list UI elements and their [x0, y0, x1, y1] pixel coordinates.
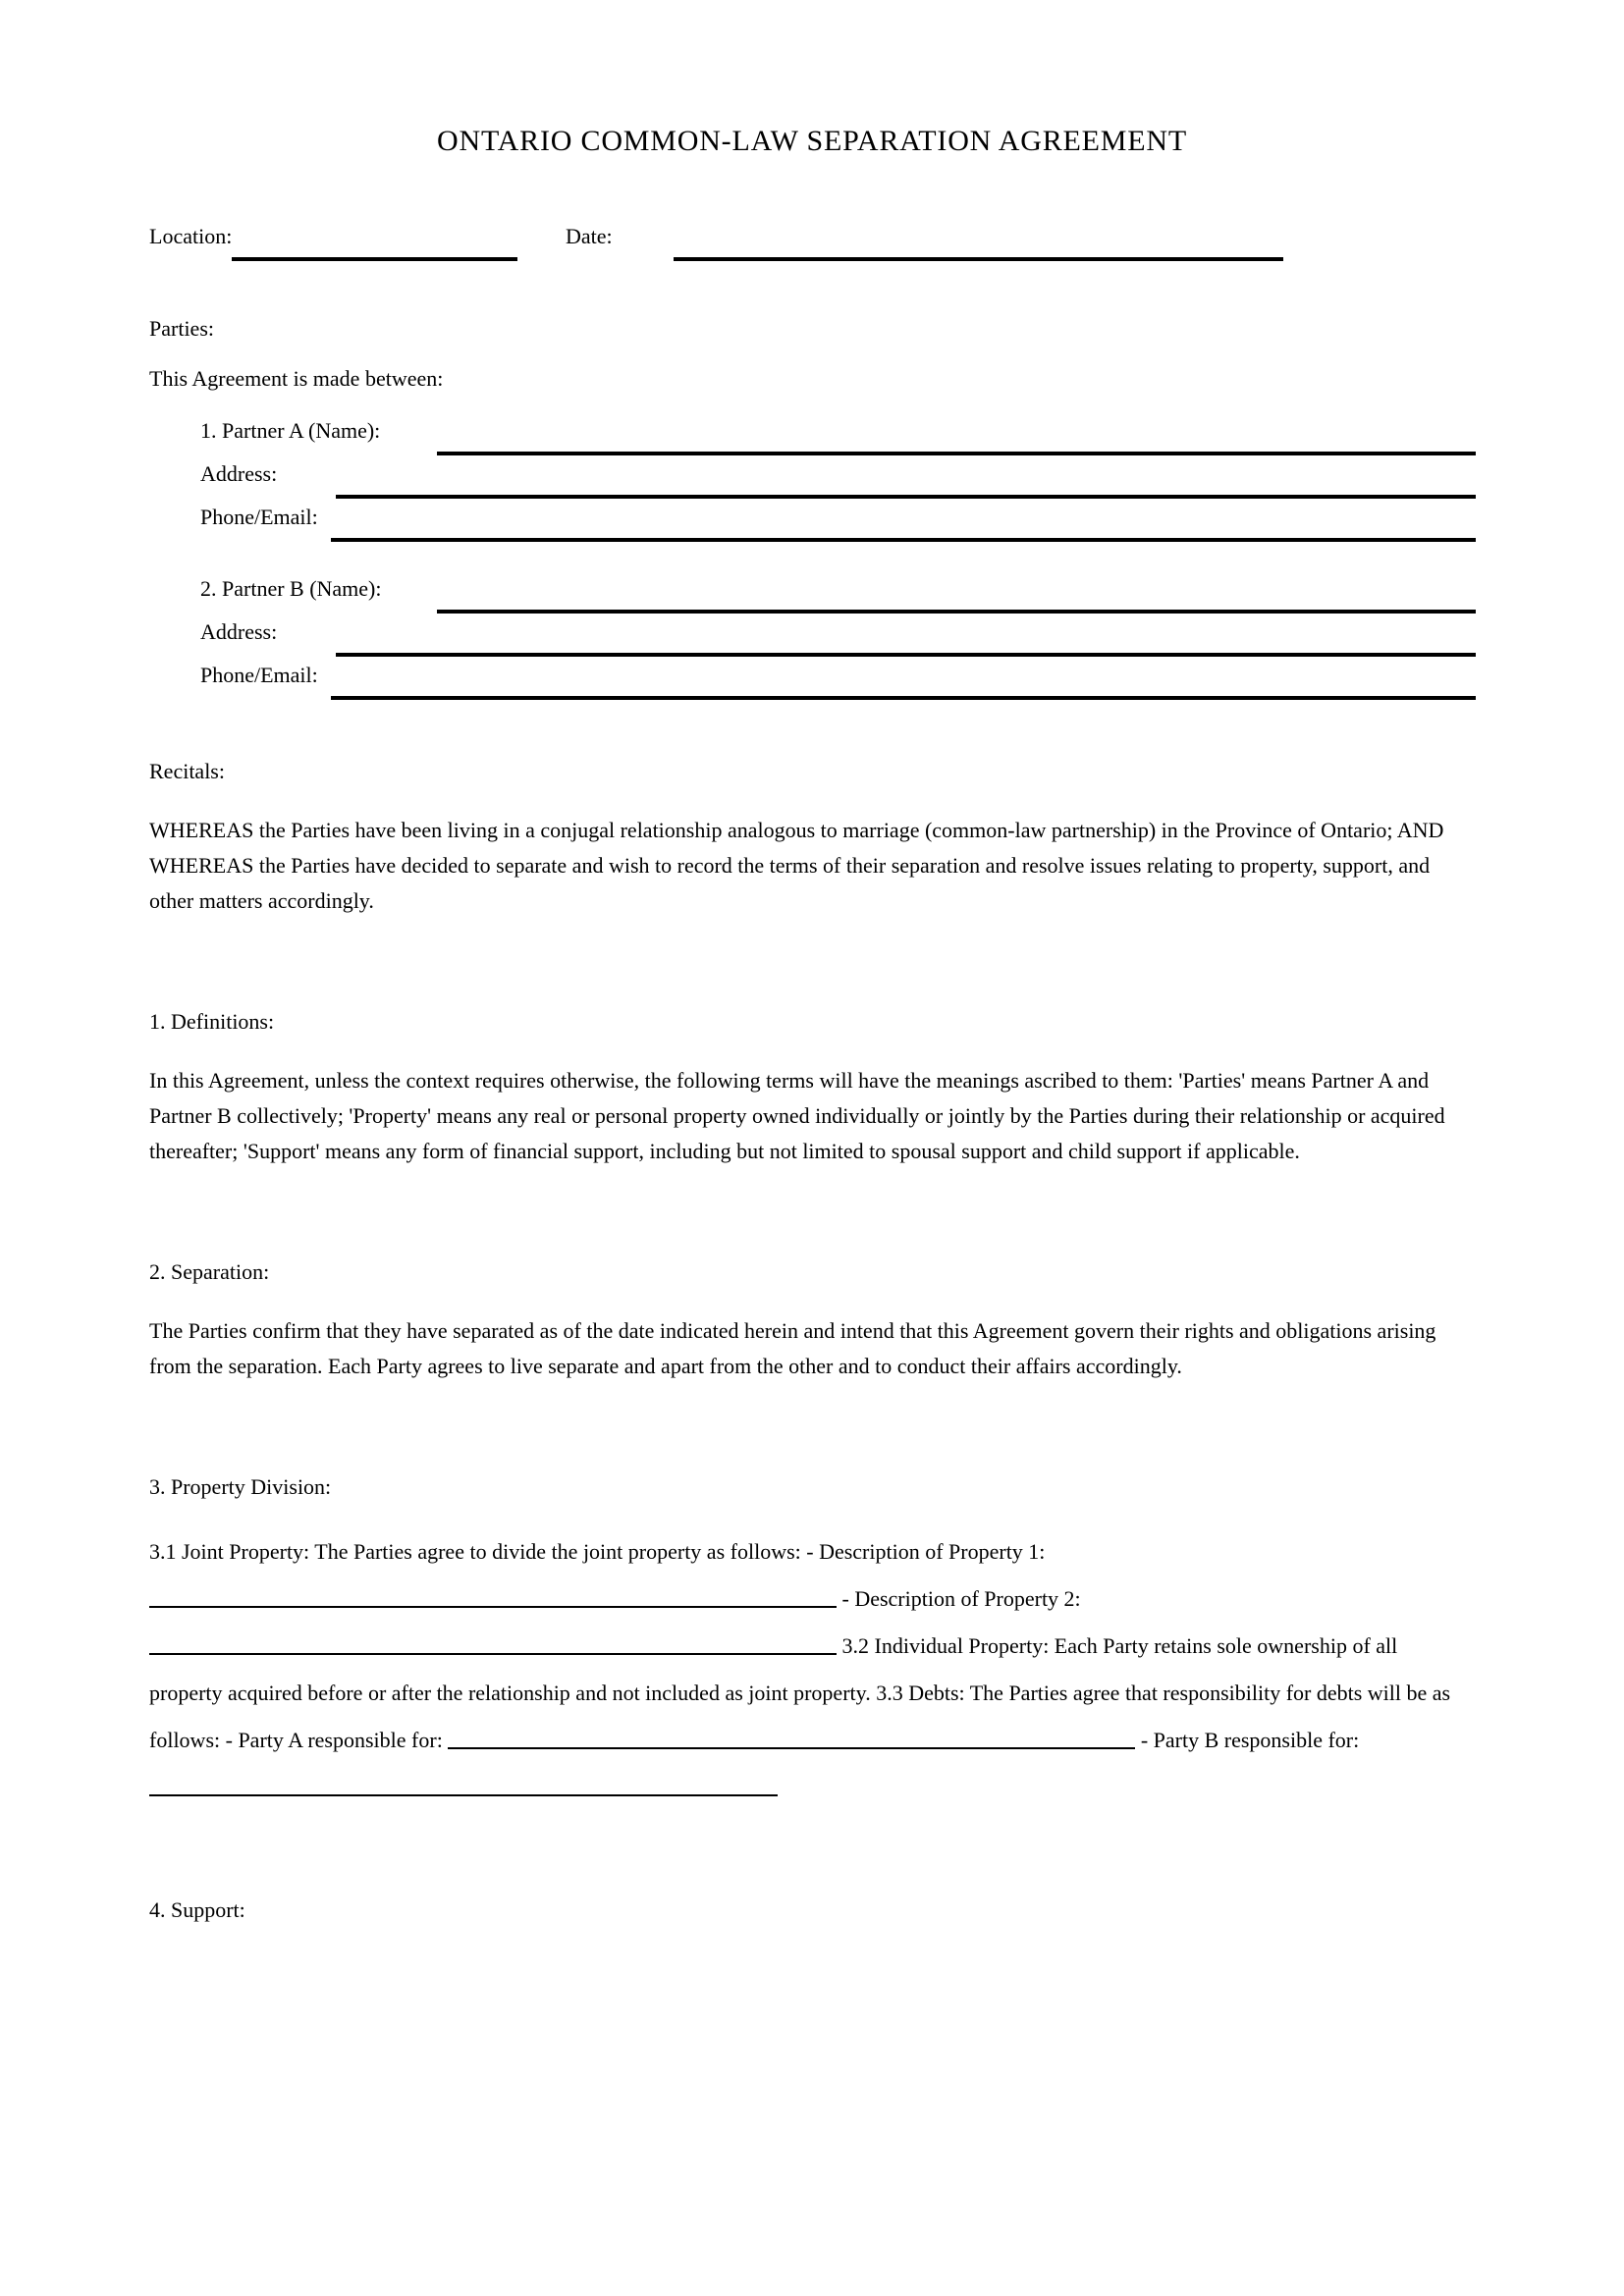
- partner-b-address-row: [149, 619, 1475, 663]
- partner-a-phone-label: Phone/Email:: [200, 505, 318, 529]
- partner-b-phone-row: [149, 663, 1475, 706]
- partner-a-address-input-rule[interactable]: [336, 495, 1476, 499]
- property-division-body: [149, 1528, 1475, 1811]
- recitals-heading: Recitals:: [149, 759, 225, 783]
- partner-b-name-label: 2. Partner B (Name):: [200, 576, 382, 601]
- date-input-rule[interactable]: [674, 257, 1283, 261]
- parties-heading: Parties:: [149, 316, 214, 341]
- partner-a-name-row: [149, 418, 1475, 461]
- partner-a-address-label: Address:: [200, 461, 278, 486]
- joint-property-text-1: 3.1 Joint Property: The Parties agree to divide the joint property as follows: - Description of Property 1:: [149, 1539, 1046, 1564]
- location-date-row: [149, 224, 1475, 267]
- page-title: ONTARIO COMMON-LAW SEPARATION AGREEMENT: [437, 125, 1187, 157]
- date-label: Date:: [566, 224, 613, 248]
- support-heading: 4. Support:: [149, 1897, 245, 1922]
- property-2-blank[interactable]: [149, 1633, 837, 1655]
- joint-property-text-2: - Description of Property 2:: [841, 1586, 1081, 1611]
- location-input-rule[interactable]: [232, 257, 517, 261]
- partner-a-name-label: 1. Partner A (Name):: [200, 418, 381, 443]
- individual-property-text: 3.2 Individual Property: Each Party retains sole ownership of all property acquired before or after the relationship and not included as joint property. 3.3 Debts: The Parties agree that responsibility for debts will be as follows: - Party A responsible for:: [149, 1633, 1451, 1752]
- separation-heading: 2. Separation:: [149, 1259, 270, 1284]
- partner-b-address-label: Address:: [200, 619, 278, 644]
- partner-a-phone-input-rule[interactable]: [331, 538, 1476, 542]
- partner-b-phone-input-rule[interactable]: [331, 696, 1476, 700]
- partner-b-name-input-rule[interactable]: [437, 610, 1476, 614]
- partner-a-name-input-rule[interactable]: [437, 452, 1476, 455]
- party-b-debt-text: - Party B responsible for:: [1140, 1728, 1360, 1752]
- parties-block: [149, 318, 1475, 706]
- partner-b-name-row: [149, 576, 1475, 619]
- parties-intro: This Agreement is made between:: [149, 366, 444, 391]
- partner-a-phone-row: [149, 505, 1475, 548]
- separation-body: The Parties confirm that they have separated as of the date indicated herein and intend that this Agreement govern their rights and obligations arising from the separation. Each Party agrees to live separate and apart from the other and to conduct their affairs accordingly.: [149, 1318, 1436, 1378]
- property-division-heading: 3. Property Division:: [149, 1474, 332, 1499]
- partner-a-address-row: [149, 461, 1475, 505]
- location-label: Location:: [149, 224, 233, 248]
- definitions-heading: 1. Definitions:: [149, 1009, 275, 1034]
- partner-b-address-input-rule[interactable]: [336, 653, 1476, 657]
- property-1-blank[interactable]: [149, 1586, 837, 1608]
- party-a-debt-blank[interactable]: [448, 1728, 1135, 1749]
- recitals-body: WHEREAS the Parties have been living in a conjugal relationship analogous to marriage (common-law partnership) in the Province of Ontario; AND WHEREAS the Parties have decided to separate and wish to record the terms of their separation and resolve issues relating to property, support, and other matters accordingly.: [149, 818, 1444, 913]
- definitions-body: In this Agreement, unless the context requires otherwise, the following terms will have the meanings ascribed to them: 'Parties' means Partner A and Partner B collectively; 'Property' means any real or personal property owned individually or jointly by the Parties during their relationship or acquired thereafter; 'Support' means any form of financial support, including but not limited to spousal support and child support if applicable.: [149, 1068, 1445, 1163]
- partner-b-phone-label: Phone/Email:: [200, 663, 318, 687]
- document-content: [149, 0, 1475, 1921]
- party-b-debt-blank[interactable]: [149, 1775, 778, 1796]
